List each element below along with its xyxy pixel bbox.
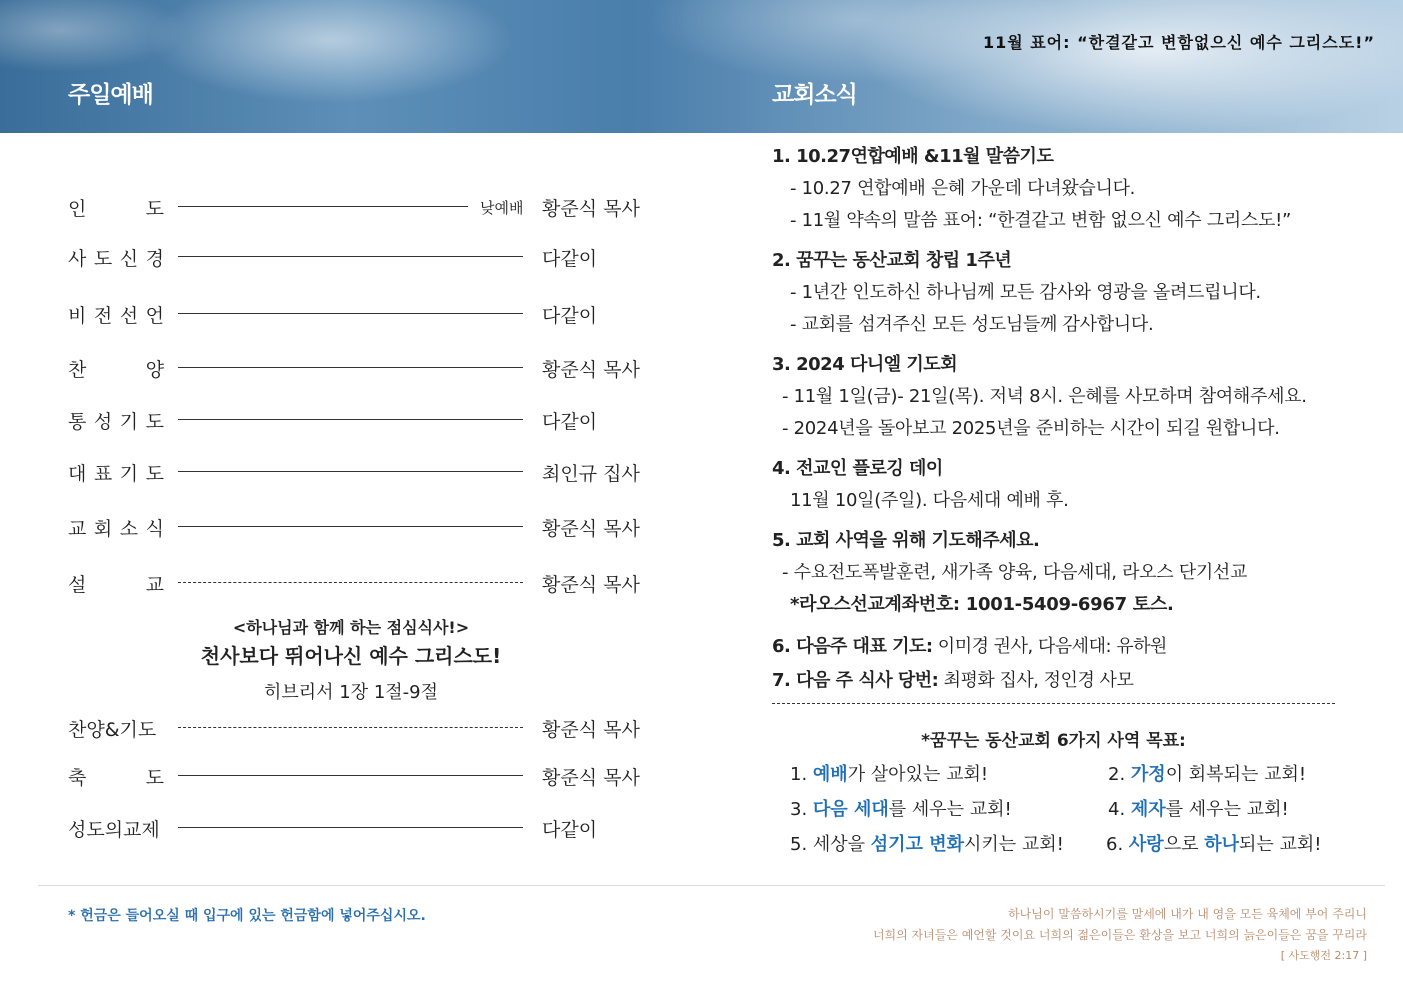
goal-item: 1. 예배가 살아있는 교회! [790, 764, 989, 785]
monthly-motto: 11월 표어: “한결같고 변함없으신 예수 그리스도!” [982, 33, 1375, 52]
sky-header-banner [0, 0, 1403, 133]
worship-row-label: 사 도 신 경 [68, 247, 164, 270]
news-item-line: - 11월 1일(금)- 21일(목). 저녁 8시. 은혜를 사모하며 참여해주세요. [782, 386, 1307, 407]
worship-section-title: 주일예배 [68, 82, 153, 108]
goal-item: 4. 제자를 세우는 교회! [1108, 799, 1289, 820]
worship-row-leader: 황준식 목사 [542, 518, 640, 540]
worship-row-label: 찬양&기도 [68, 718, 157, 741]
worship-row-leader: 최인규 집사 [542, 463, 640, 485]
worship-row [68, 353, 658, 383]
worship-row-leader: 황준식 목사 [542, 719, 640, 741]
news-item-line: - 교회를 섬겨주신 모든 성도님들께 감사합니다. [790, 314, 1154, 335]
news-item-line: - 1년간 인도하신 하나님께 모든 감사와 영광을 올려드립니다. [790, 282, 1261, 303]
worship-row-label: 찬 양 [68, 358, 164, 381]
sermon-title: 천사보다 뛰어나신 예수 그리스도! [200, 644, 502, 668]
news-item-line: - 2024년을 돌아보고 2025년을 준비하는 시간이 되길 원합니다. [782, 418, 1280, 439]
leader-line [178, 419, 523, 420]
service-name: 낮예배 [480, 199, 524, 217]
worship-row [68, 457, 658, 487]
news-item-6: 6. 다음주 대표 기도: 이미경 권사, 다음세대: 유하원 [772, 636, 1167, 657]
worship-row [68, 568, 658, 598]
news-item-7: 7. 다음 주 식사 당번: 최평화 집사, 정인경 사모 [772, 670, 1134, 691]
verse-reference: [ 사도행전 2:17 ] [1280, 949, 1367, 962]
goal-keyword: 하나 [1204, 834, 1239, 855]
goal-keyword: 섬기고 변화 [870, 834, 965, 855]
goal-keyword: 사랑 [1128, 834, 1164, 855]
goal-item: 5. 세상을 섬기고 변화시키는 교회! [790, 834, 1064, 855]
leader-line [178, 256, 523, 257]
scripture-reference: 히브리서 1장 1절-9절 [263, 682, 438, 703]
leader-line [178, 313, 523, 314]
goal-item: 3. 다음 세대를 세우는 교회! [790, 799, 1012, 820]
worship-row-leader: 황준식 목사 [542, 767, 640, 789]
goal-keyword: 제자 [1130, 799, 1166, 820]
worship-row-label: 대 표 기 도 [68, 462, 164, 485]
news-item-line: 11월 10일(주일). 다음세대 예배 후. [790, 490, 1069, 511]
leader-line [178, 526, 523, 527]
worship-row-leader: 황준식 목사 [542, 198, 640, 220]
leader-line [178, 206, 468, 207]
worship-row [68, 713, 658, 743]
goal-keyword: 가정 [1130, 764, 1166, 785]
verse-line-2: 너희의 자녀들은 예언할 것이요 너희의 젊은이들은 환상을 보고 너희의 늙은이들은 꿈을 꾸리라 [872, 928, 1367, 942]
goal-item: 2. 가정이 회복되는 교회! [1108, 764, 1307, 785]
offering-note: * 헌금은 들어오실 때 입구에 있는 헌금함에 넣어주십시오. [68, 908, 426, 924]
news-item-line: - 10.27 연합예배 은혜 가운데 다녀왔습니다. [790, 178, 1136, 199]
worship-row-label: 교 회 소 식 [68, 517, 164, 540]
worship-row [68, 192, 658, 222]
worship-row [68, 242, 658, 272]
news-item-title: 4. 전교인 플로깅 데이 [772, 458, 943, 479]
news-divider [772, 703, 1335, 704]
worship-row-label: 인 도 [68, 197, 164, 220]
news-item-title: 3. 2024 다니엘 기도회 [772, 354, 958, 375]
worship-row-label: 통 성 기 도 [68, 410, 164, 433]
leader-line [178, 471, 523, 472]
worship-row [68, 813, 658, 843]
worship-row-leader: 다같이 [542, 248, 598, 270]
goal-keyword: 예배 [812, 764, 848, 785]
worship-row [68, 299, 658, 329]
news-item-title: 5. 교회 사역을 위해 기도해주세요. [772, 530, 1040, 551]
news-item-title: 2. 꿈꾸는 동산교회 창립 1주년 [772, 250, 1012, 271]
leader-line [178, 827, 523, 828]
leader-line [178, 582, 523, 583]
worship-row-label: 축 도 [68, 766, 164, 789]
worship-row-leader: 다같이 [542, 819, 598, 841]
worship-row-leader: 황준식 목사 [542, 574, 640, 596]
leader-line [178, 775, 523, 776]
worship-row-label: 설 교 [68, 573, 164, 596]
goal-item: 6. 사랑으로 하나되는 교회! [1106, 834, 1322, 855]
news-section-title: 교회소식 [772, 82, 857, 108]
news-item-line: - 11월 약속의 말씀 표어: “한결같고 변함 없으신 예수 그리스도!” [790, 210, 1292, 231]
footer-divider [38, 885, 1385, 886]
leader-line [178, 727, 523, 728]
lunch-note: <하나님과 함께 하는 점심식사!> [232, 618, 470, 637]
worship-row-leader: 황준식 목사 [542, 359, 640, 381]
worship-row [68, 405, 658, 435]
leader-line [178, 367, 523, 368]
worship-row-label: 비 전 선 언 [68, 304, 164, 327]
worship-row-leader: 다같이 [542, 305, 598, 327]
worship-row [68, 761, 658, 791]
worship-row [68, 512, 658, 542]
news-item-line: *라오스선교계좌번호: 1001-5409-6967 토스. [790, 594, 1174, 615]
goal-keyword: 다음 세대 [812, 799, 889, 820]
news-item-title: 1. 10.27연합예배 &11월 말씀기도 [772, 146, 1054, 167]
news-item-line: - 수요전도폭발훈련, 새가족 양육, 다음세대, 라오스 단기선교 [782, 562, 1248, 583]
goals-title: *꿈꾸는 동산교회 6가지 사역 목표: [921, 731, 1186, 751]
worship-row-label: 성도의교제 [68, 818, 160, 841]
worship-row-leader: 다같이 [542, 411, 598, 433]
verse-line-1: 하나님이 말씀하시기를 말세에 내가 내 영을 모든 육체에 부어 주리니 [1008, 907, 1367, 921]
